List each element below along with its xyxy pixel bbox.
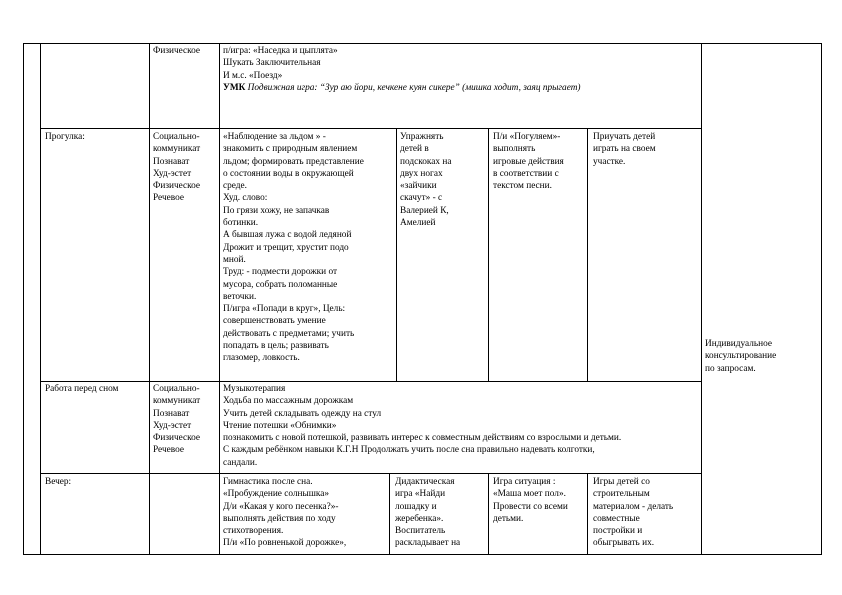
text-line: «Пробуждение солнышка» <box>223 489 330 500</box>
column-divider <box>587 128 588 381</box>
area-item: Физическое <box>153 433 201 444</box>
text-line: сандали. <box>223 457 258 468</box>
text-line: А бывшая лужа с водой ледяной <box>223 230 352 241</box>
text-line: обыгрывать их. <box>593 538 655 549</box>
column-divider <box>488 128 489 381</box>
text-line: Ходьба по массажным дорожкам <box>223 396 354 407</box>
text-line: среде. <box>223 181 247 192</box>
area-item: Познават <box>153 408 190 419</box>
text-line: Худ. слово: <box>223 193 268 204</box>
beforesleep-title <box>45 383 147 395</box>
text-line: мусора, собрать поломанные <box>223 279 338 290</box>
column-divider <box>396 128 397 381</box>
text-line: познакомить с новой потешкой, развивать интерес к совместным действиям со взрослыми и детьми. <box>223 433 622 444</box>
umk-prefix: УМК <box>223 82 246 93</box>
column-divider <box>40 43 41 555</box>
beforesleep-activity <box>223 383 699 469</box>
row-divider <box>40 473 701 474</box>
text-line: Гимнастика после сна. <box>223 477 313 487</box>
column-divider <box>488 473 489 555</box>
text-line: действовать с предметами; учить <box>223 328 355 339</box>
activity-line: п/игра: «Наседка и цыплята» <box>223 46 338 56</box>
text-line: в соответствии с <box>493 168 559 179</box>
text-line: Игры детей со <box>593 477 650 487</box>
row-divider <box>40 128 701 129</box>
evening-title <box>45 476 147 488</box>
evening-situation <box>493 476 586 525</box>
text-line: Чтение потешки «Обнимки» <box>223 420 337 431</box>
text-line: игровые действия <box>493 156 564 167</box>
text-line: Амелией <box>400 218 436 229</box>
column-divider <box>587 473 588 555</box>
column-divider <box>389 473 390 555</box>
text-line: П/и «Погуляем»- <box>493 132 561 142</box>
text-line: П/игра «Попади в круг», Цель: <box>223 304 346 315</box>
text-line: Музыкотерапия <box>223 384 286 394</box>
text-line: материалом - делать <box>593 501 674 512</box>
text-line: текстом песни. <box>493 181 552 192</box>
area-item: коммуникат <box>153 396 201 407</box>
activity-line: Шукать Заключительная <box>223 58 321 69</box>
text-line: Упражнять <box>400 132 444 142</box>
top-activity-cell <box>223 45 699 94</box>
walk-areas <box>153 131 217 205</box>
text-line: Игра ситуация : <box>493 477 556 487</box>
text-line: льдом; формировать представление <box>223 156 364 167</box>
text-line: Дрожит и трещит, хрустит подо <box>223 242 349 253</box>
text-line: Воспитатель <box>395 526 446 537</box>
evening-independent <box>593 476 699 550</box>
evening-main-activity <box>223 476 387 550</box>
table-border-right <box>821 43 822 555</box>
text-line: стихотворения. <box>223 526 284 537</box>
text-line: по запросам. <box>705 363 756 374</box>
text-line: П/и «По ровненькой дорожке», <box>223 538 347 549</box>
text-line: знакомить с природным явлением <box>223 144 358 155</box>
text-line: Учить детей складывать одежду на стул <box>223 408 382 419</box>
text-line: строительным <box>593 489 650 500</box>
text-line: совместные <box>593 513 640 524</box>
text-line: консультирование <box>705 351 777 362</box>
text-line: подскоках на <box>400 156 452 167</box>
text-line: Д/и «Какая у кого песенка?»- <box>223 501 339 512</box>
text-line: По грязи хожу, не запачкав <box>223 205 330 216</box>
text-line: выполнять <box>493 144 536 155</box>
walk-title <box>45 131 147 143</box>
area-item: Речевое <box>153 193 184 204</box>
column-divider <box>701 43 702 555</box>
text-line: выполнять действия по ходу <box>223 513 336 524</box>
text-line: Дидактическая <box>395 477 455 487</box>
text-line: «Наблюдение за льдом » - <box>223 132 326 142</box>
area-item: Физическое <box>153 181 201 192</box>
text-line: играть на своем <box>593 144 656 155</box>
text-line: двух ногах <box>400 168 443 179</box>
row-title: Работа перед сном <box>45 384 119 394</box>
umk-game: Подвижная игра: “Зур аю йори, кечкене куян сикере” (мишка ходит, заяц прыгает) <box>245 82 581 93</box>
text-line: «Маша моет пол». <box>493 489 566 500</box>
area-item: Речевое <box>153 445 184 456</box>
text-line: постройки и <box>593 526 643 537</box>
text-line: Провести со всеми <box>493 501 568 512</box>
text-line: скачут» - с <box>400 193 443 204</box>
text-line: С каждым ребёнком навыки К.Г.Н Продолжать учить после сна правильно надевать колготки, <box>223 445 595 456</box>
area-item: Худ-эстет <box>153 420 192 431</box>
column-divider <box>149 43 150 555</box>
row-title: Прогулка: <box>45 132 85 142</box>
text-line: совершенствовать умение <box>223 316 326 327</box>
text-line: Приучать детей <box>593 132 656 142</box>
text-line: детьми. <box>493 513 524 524</box>
area-item: Социально- <box>153 132 200 142</box>
parents-work <box>705 338 819 375</box>
text-line: мной. <box>223 254 246 265</box>
top-area-label <box>153 45 217 57</box>
area-item: коммуникат <box>153 144 201 155</box>
text-line: о состоянии воды в окружающей <box>223 168 354 179</box>
text-line: игра «Найди <box>395 489 446 500</box>
text-line: веточки. <box>223 291 257 302</box>
text-line: участке. <box>593 156 626 167</box>
area-item: Познават <box>153 156 190 167</box>
column-divider <box>219 43 220 555</box>
text-line: попадать в цель; развивать <box>223 341 329 352</box>
text-line: Индивидуальное <box>705 339 772 349</box>
row-title: Вечер: <box>45 477 72 487</box>
text-line: детей в <box>400 144 429 155</box>
text-line: Валерией К, <box>400 205 449 216</box>
walk-individual-work <box>400 131 486 229</box>
text-line: «зайчики <box>400 181 437 192</box>
text-line: глазомер, ловкость. <box>223 353 300 364</box>
row-divider <box>40 381 701 382</box>
area-text: Физическое <box>153 46 201 56</box>
walk-main-activity <box>223 131 395 365</box>
text-line: ботинки. <box>223 218 259 229</box>
text-line: жеребенка». <box>395 513 444 524</box>
text-line: Труд: - подмести дорожки от <box>223 267 338 278</box>
area-item: Худ-эстет <box>153 168 192 179</box>
area-item: Социально- <box>153 384 200 394</box>
text-line: раскладывает на <box>395 538 461 549</box>
umk-line <box>223 82 699 94</box>
beforesleep-areas <box>153 383 217 457</box>
text-line: лошадку и <box>395 501 437 512</box>
walk-situation <box>493 131 586 192</box>
evening-didactic <box>395 476 486 550</box>
table-border-left <box>23 43 24 555</box>
walk-independent <box>593 131 699 168</box>
activity-line: И м.с. «Поезд» <box>223 70 283 81</box>
